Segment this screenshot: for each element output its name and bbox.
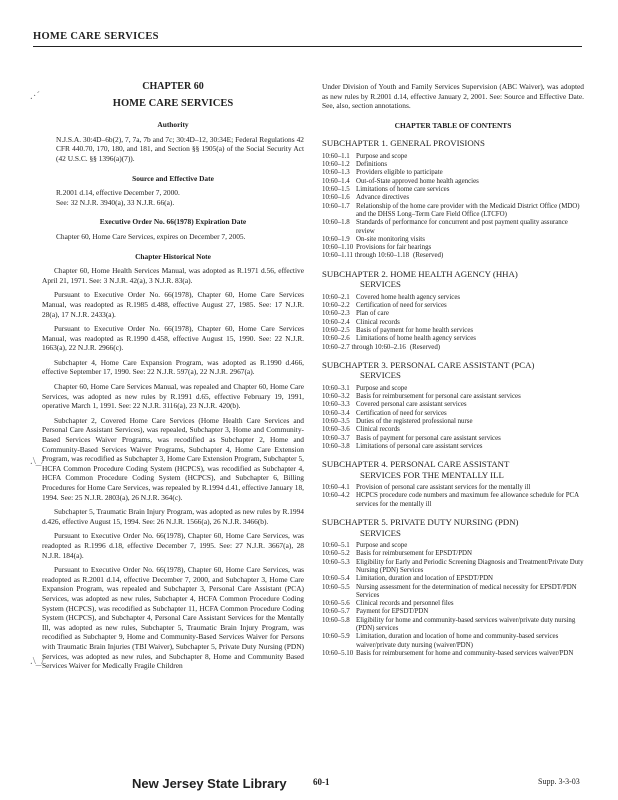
toc-section-number: 10:60–2.2 <box>322 302 350 310</box>
toc-section-number: 10:60–1.3 <box>322 169 350 177</box>
toc-section-title: Purpose and scope <box>356 542 408 550</box>
toc-entry <box>322 203 584 220</box>
toc-entry <box>322 252 584 260</box>
toc-entry <box>322 344 584 352</box>
history-paragraph: Pursuant to Executive Order No. 66(1978), Chapter 60, Home Care Services, was readopted as R.2001 d.14, effective December 7, 2000, and Subchapter 3, Home Care Expansion Program, was repealed and Subchapter 3, Personal Care Assistant (PCA) Services, was adopted as new rules, Subchapter 4, HCFA Common Procedure Coding System (HCPCS), was recodified as Subchapter 11, HCFA Common Procedure Coding System (HCPCS), and Subchapter 4, Personal Care Assistant Services for the Mentally Ill, was adopted as new rules, Subchapter 5, Traumatic Brain Injury Program, was recodified as Subchapter 9, Home and Community-Based Services Waiver for Persons with Traumatic Brain Injuries (TBI Waiver), Subchapter 5, Private Duty Nursing (PDN) Services, was adopted as new rules, and Subchapter 8, Home and Community Based Services Waiver for Medically Fragile Children <box>42 565 304 671</box>
toc-section-title: Clinical records <box>356 426 400 434</box>
toc-section-number: 10:60–1.4 <box>322 177 350 185</box>
toc-section-title: Payment for EPSDT/PDN <box>356 608 429 616</box>
toc-section-number: 10:60–3.1 <box>322 384 350 392</box>
subchapter-title-cont: SERVICES <box>360 527 401 538</box>
exec-order-heading: Executive Order No. 66(1978) Expiration Date <box>99 217 247 227</box>
toc-entry <box>322 550 584 558</box>
toc-entry <box>322 418 584 426</box>
toc-section-number: 10:60–1.7 <box>322 202 350 210</box>
history-heading: Chapter Historical Note <box>135 251 211 261</box>
source-heading: Source and Effective Date <box>132 173 214 183</box>
toc-section-title: Eligibility for Early and Periodic Screening Diagnosis and Treatment/Private Duty Nursing (PDN) Services <box>356 558 584 574</box>
toc-entry <box>322 575 584 583</box>
subchapter-title: SUBCHAPTER 2. HOME HEALTH AGENCY (HHA) <box>322 268 518 279</box>
history-paragraph: Pursuant to Executive Order No. 66(1978), Chapter 60, Home Care Services Manual, was readopted as R.1985 d.488, effective August 27, 1985. See: 17 N.J.R. 28(a), 17 N.J.R. 2433(a). <box>42 290 304 319</box>
page-number: 60-1 <box>313 777 330 787</box>
toc-section-number: 10:60–4.1 <box>322 484 350 492</box>
toc-section-number: 10:60–2.6 <box>322 335 350 343</box>
toc-entry <box>322 385 584 393</box>
toc-section-title: Providers eligible to participate <box>356 169 443 177</box>
toc-entry <box>322 236 584 244</box>
supplement-date: Supp. 3-3-03 <box>538 777 580 786</box>
toc-section-number: 10:60–2.5 <box>322 326 350 334</box>
toc-section-title: Limitations of personal care assistant services <box>356 442 483 450</box>
toc-section-title: Basis for reimbursement for personal care assistant services <box>356 393 521 401</box>
toc-entry <box>322 169 584 177</box>
toc-section-title: Basis of payment for personal care assistant services <box>356 434 501 442</box>
toc-section-title: Limitation, duration and location of EPSDT/PDN <box>356 575 494 583</box>
toc-section-title: (Reserved) <box>413 252 444 260</box>
toc-section-number: 10:60–5.3 <box>322 558 350 566</box>
history-paragraph: Chapter 60, Home Health Services Manual, was adopted as R.1971 d.56, effective April 21, 1971. See: 3 N.J.R. 42(a), 3 N.J.R. 83(a). <box>42 266 304 285</box>
subchapter-heading <box>322 138 584 149</box>
subchapter-title-cont: SERVICES FOR THE MENTALLY ILL <box>360 469 504 480</box>
chapter-label: CHAPTER 60 <box>142 81 204 92</box>
toc-entry <box>322 178 584 186</box>
toc-section-title: Clinical records <box>356 318 400 326</box>
toc-section-title: Limitations of home care services <box>356 186 450 194</box>
toc-section-title: On-site monitoring visits <box>356 235 425 243</box>
toc-section-title: Basis for reimbursement for EPSDT/PDN <box>356 550 472 558</box>
toc-entry <box>322 633 584 650</box>
source-text: R.2001 d.14, effective December 7, 2000. See: 32 N.J.R. 3940(a), 33 N.J.R. 66(a). <box>56 188 180 207</box>
toc-section-title: Relationship of the home care provider with the Medicaid District Office (MDO) and the DHSS Long–Term Care Field Office (LTCFO) <box>356 202 580 218</box>
toc-section-title: Basis of payment for home health services <box>356 326 474 334</box>
toc-section-number: 10:60–1.9 <box>322 235 350 243</box>
left-column <box>42 82 304 676</box>
toc-section-number: 10:60–3.3 <box>322 401 350 409</box>
toc-section-title: Certification of need for services <box>356 302 447 310</box>
toc-section-title: Provisions for fair hearings <box>356 244 432 252</box>
toc-entry <box>322 410 584 418</box>
toc-heading: CHAPTER TABLE OF CONTENTS <box>394 120 512 130</box>
toc-section-number: 10:60–2.4 <box>322 318 350 326</box>
margin-mark: .\_/ <box>30 655 45 667</box>
toc-entry <box>322 426 584 434</box>
toc-entry <box>322 600 584 608</box>
toc-section-number: 10:60–3.5 <box>322 418 350 425</box>
subchapter-title: SUBCHAPTER 1. GENERAL PROVISIONS <box>322 138 485 149</box>
toc-entry <box>322 401 584 409</box>
toc-entry <box>322 302 584 310</box>
toc-entry <box>322 319 584 327</box>
exec-order-text: Chapter 60, Home Care Services, expires on December 7, 2005. <box>56 231 246 241</box>
toc-entry <box>322 335 584 343</box>
margin-mark: .·´ <box>30 90 41 102</box>
toc-section-number: 10:60–5.4 <box>322 575 350 583</box>
subchapter-title-cont: SERVICES <box>360 370 401 381</box>
toc-entry <box>322 153 584 161</box>
subchapter-title: SUBCHAPTER 5. PRIVATE DUTY NURSING (PDN) <box>322 517 519 528</box>
toc-section-number: 10:60–5.7 <box>322 608 350 616</box>
toc-section-number: 10:60–3.7 <box>322 434 350 442</box>
toc-entry <box>322 327 584 335</box>
toc-section-title: Nursing assessment for the determination of medical necessity for EPSDT/PDN Services <box>356 583 577 599</box>
library-stamp: New Jersey State Library <box>132 776 287 791</box>
toc-section-title: Clinical records and personnel files <box>356 600 454 608</box>
toc-section-title: Advance directives <box>356 194 409 202</box>
toc-entry <box>322 484 584 492</box>
toc-section-number: 10:60–1.8 <box>322 219 350 227</box>
toc-section-title: Limitation, duration and location of home and community-based services waiver/private duty nursing (waiver/PDN) <box>356 633 559 649</box>
history-paragraph: Subchapter 2, Covered Home Care Services (Home Health Care Services and Personal Care Assistant Services), was repealed, Subchapter 3, Home and Community-Based Services Waiver Programs, was recodified as Subchapter 2, Home and Community-Based Services Waiver Programs, Subchapter 4, Home Care Extension Program, was recodified as Subchapter 3, Home Care Extension Program, Subchapter 5, HCFA Common Procedure Coding System (HCPCS), was recodified as Subchapter 4, HCFA Common Procedure Coding System (HCPCS), and Subchapter 6, Billing Procedures for Home Care Services, was repealed by R.1994 d.41, effective January 18, 1994. See: 25 N.J.R. 2803(a), 26 N.J.R. 364(c). <box>42 415 304 502</box>
toc-section-number: 10:60–1.10 <box>322 244 354 252</box>
toc-entry <box>322 393 584 401</box>
authority-heading: Authority <box>157 120 189 130</box>
toc-section-title: Purpose and scope <box>356 384 408 392</box>
margin-mark: .\_/ <box>30 455 45 467</box>
toc-entry <box>322 559 584 576</box>
subchapter-heading <box>322 517 584 538</box>
toc-section-title: HCPCS procedure code numbers and maximum fee allowance schedule for PCA services for the mentally ill <box>356 492 579 508</box>
toc-section-number: 10:60–5.5 <box>322 583 350 591</box>
toc-section-number: 10:60–5.9 <box>322 633 350 641</box>
toc-entry <box>322 584 584 601</box>
toc-section-number: 10:60–1.11 through 10:60–1.18 <box>322 252 410 260</box>
toc-section-number: 10:60–5.10 <box>322 649 354 657</box>
toc-section-number: 10:60–1.1 <box>322 152 350 160</box>
toc-section-title: Plan of care <box>356 310 389 318</box>
history-paragraph: Subchapter 5, Traumatic Brain Injury Program, was adopted as new rules by R.1994 d.426, effective August 15, 1994. See: 26 N.J.R. 1566(a), 26 N.J.R. 3466(b). <box>42 507 304 526</box>
subchapter-heading <box>322 360 584 381</box>
right-column <box>322 82 584 658</box>
toc-entry <box>322 219 584 236</box>
toc-section-number: 10:60–2.7 through 10:60–2.16 <box>322 343 406 351</box>
history-paragraph: Pursuant to Executive Order No. 66(1978), Chapter 60, Home Care Services, was readopted as R.1996 d.18, effective December 7, 1995. See: 27 N.J.R. 3667(a), 28 N.J.R. 184(a). <box>42 531 304 560</box>
toc-entry <box>322 617 584 634</box>
toc-section-title: Definitions <box>356 161 388 169</box>
subchapter-heading <box>322 459 584 480</box>
table-of-contents <box>322 138 584 658</box>
toc-section-title: Covered personal care assistant services <box>356 401 467 409</box>
toc-section-number: 10:60–5.2 <box>322 550 350 558</box>
toc-section-number: 10:60–3.8 <box>322 442 350 450</box>
toc-entry <box>322 161 584 169</box>
toc-section-number: 10:60–2.1 <box>322 293 350 301</box>
toc-section-number: 10:60–2.3 <box>322 310 350 318</box>
continuation-text: Under Division of Youth and Family Services Supervision (ABC Waiver), was adopted as new rules by R.2001 d.14, effective January 2, 2001. See: Source and Effective Date. See, also, section annotations. <box>322 82 584 111</box>
toc-section-title: Purpose and scope <box>356 152 408 160</box>
subchapter-heading <box>322 269 584 290</box>
toc-section-title: Standards of performance for concurrent and post payment quality assurance review <box>356 219 568 235</box>
subchapter-title-cont: SERVICES <box>360 279 401 290</box>
toc-section-number: 10:60–1.5 <box>322 186 350 194</box>
toc-entry <box>322 443 584 451</box>
toc-entry <box>322 244 584 252</box>
toc-entry <box>322 608 584 616</box>
toc-section-number: 10:60–3.2 <box>322 393 350 401</box>
toc-section-number: 10:60–4.2 <box>322 492 350 500</box>
toc-section-title: (Reserved) <box>409 343 441 351</box>
toc-entry <box>322 542 584 550</box>
toc-entry <box>322 310 584 318</box>
toc-section-number: 10:60–5.1 <box>322 542 350 550</box>
toc-entry <box>322 435 584 443</box>
chapter-title: HOME CARE SERVICES <box>112 97 234 109</box>
toc-section-number: 10:60–1.6 <box>322 194 350 202</box>
toc-entry <box>322 186 584 194</box>
subchapter-title: SUBCHAPTER 4. PERSONAL CARE ASSISTANT <box>322 459 510 470</box>
history-paragraph: Chapter 60, Home Care Services Manual, was repealed and Chapter 60, Home Care Services, was adopted as new rules by R.1991 d.65, effective February 19, 1991, operative March 1, 1991. See: 22 N.J.R. 3116(a), 23 N.J.R. 420(b). <box>42 382 304 411</box>
toc-section-number: 10:60–1.2 <box>322 161 350 169</box>
running-head: HOME CARE SERVICES <box>33 31 159 42</box>
toc-section-title: Limitations of home health agency services <box>356 335 476 343</box>
toc-section-title: Basis for reimbursement for home and community-based services waiver/PDN <box>356 649 574 657</box>
toc-entry <box>322 492 584 509</box>
header-rule <box>33 46 582 47</box>
toc-section-number: 10:60–3.4 <box>322 409 350 417</box>
subchapter-title: SUBCHAPTER 3. PERSONAL CARE ASSISTANT (PCA) <box>322 359 535 370</box>
toc-entry <box>322 650 584 658</box>
toc-entry <box>322 194 584 202</box>
toc-section-title: Covered home health agency services <box>356 293 461 301</box>
history-paragraph: Pursuant to Executive Order No. 66(1978), Chapter 60, Home Care Services Manual, was readopted as R.1990 d.458, effective August 15, 1990. See: 22 N.J.R. 1663(a), 22 N.J.R. 2966(c). <box>42 324 304 353</box>
toc-section-title: Duties of the registered professional nurse <box>356 418 473 425</box>
toc-section-title: Out-of-State approved home health agencies <box>356 177 479 185</box>
history-paragraph: Subchapter 4, Home Care Expansion Program, was adopted as R.1990 d.466, effective September 17, 1990. See: 22 N.J.R. 597(a), 22 N.J.R. 2967(a). <box>42 357 304 377</box>
toc-entry <box>322 294 584 302</box>
toc-section-number: 10:60–5.8 <box>322 616 350 624</box>
history-notes <box>42 266 304 671</box>
authority-text: N.J.S.A. 30:4D–6b(2), 7, 7a, 7b and 7c; 30:4D–12, 30:34E; Federal Regulations 42 CFR 440.70, 170, 180, and 181, and Section §§ 1905(a) of the Social Security Act (42 U.S.C. §§ 1396(a)(7)). <box>56 134 304 163</box>
toc-section-title: Provision of personal care assistant services for the mentally ill <box>356 484 531 492</box>
toc-section-title: Certification of need for services <box>356 409 447 417</box>
toc-section-title: Eligibility for home and community-based services waiver/private duty nursing (PDN) services <box>356 616 576 633</box>
toc-section-number: 10:60–5.6 <box>322 600 350 608</box>
toc-section-number: 10:60–3.6 <box>322 426 350 434</box>
